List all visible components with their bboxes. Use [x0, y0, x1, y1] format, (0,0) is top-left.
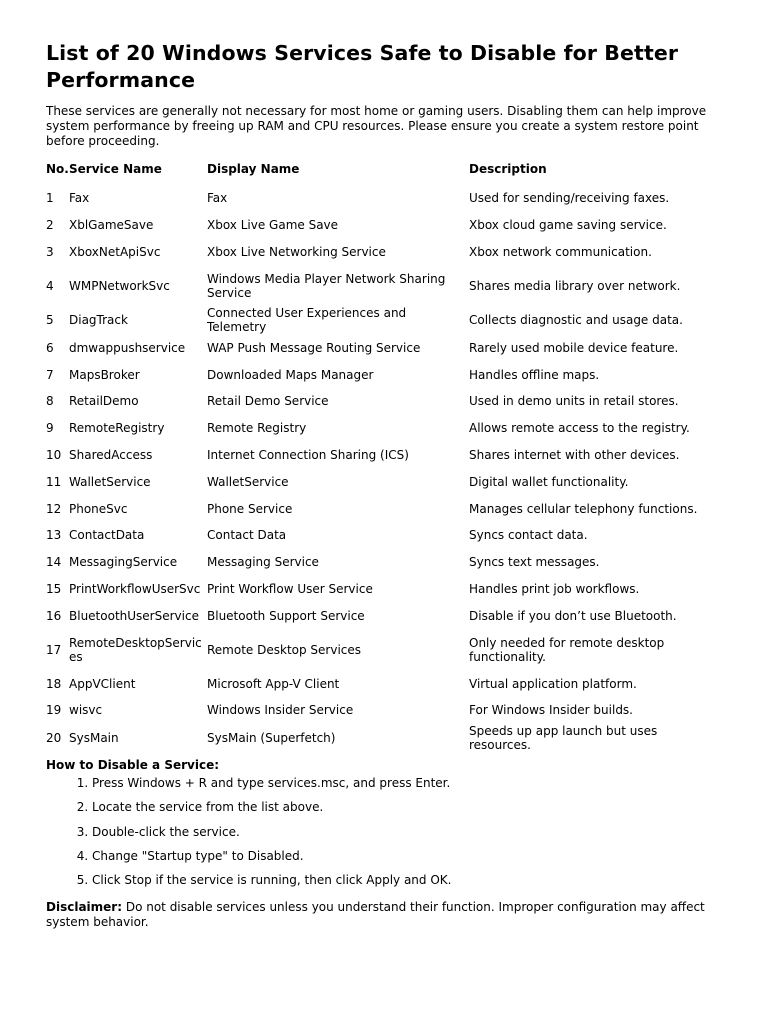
row-number: 6 [46, 340, 54, 355]
disclaimer-label: Disclaimer: [46, 899, 123, 914]
row-number: 5 [46, 313, 54, 328]
table-row [46, 265, 722, 306]
service-name: PhoneSvc [69, 501, 128, 516]
display-name: Messaging Service [207, 555, 319, 570]
service-name: MessagingService [69, 555, 178, 570]
row-number: 3 [46, 244, 54, 259]
display-name: Bluetooth Support Service [207, 608, 365, 623]
howto-step: 5. Click Stop if the service is running, then click Apply and OK. [92, 873, 722, 897]
table-row [46, 697, 722, 724]
table-row [46, 361, 722, 388]
table-header-row [46, 153, 722, 185]
row-number: 10 [46, 447, 62, 462]
description: Xbox network communication. [469, 244, 652, 259]
service-name: BluetoothUserService [69, 608, 199, 623]
service-name: SharedAccess [69, 447, 153, 462]
row-number: 13 [46, 528, 62, 543]
description: For Windows Insider builds. [469, 703, 633, 718]
table-row [46, 415, 722, 442]
row-number: 9 [46, 421, 54, 436]
display-name: Fax [207, 191, 228, 206]
services-table [46, 153, 722, 752]
table-row [46, 522, 722, 549]
header-display-name: Display Name [207, 162, 300, 176]
row-number: 14 [46, 555, 62, 570]
service-name: WMPNetworkSvc [69, 278, 170, 293]
service-name: RetailDemo [69, 394, 139, 409]
display-name: Phone Service [207, 501, 293, 516]
service-name: AppVClient [69, 676, 136, 691]
disclaimer [46, 900, 722, 930]
disclaimer-text: Do not disable services unless you understand their function. Improper configuration may affect system behavior. [46, 899, 705, 929]
table-row [46, 629, 722, 670]
description: Handles print job workflows. [469, 581, 640, 596]
service-name: XboxNetApiSvc [69, 244, 161, 259]
display-name: WalletService [207, 474, 289, 489]
service-name: RemoteRegistry [69, 421, 165, 436]
display-name: Remote Registry [207, 421, 307, 436]
row-number: 7 [46, 367, 54, 382]
description: Collects diagnostic and usage data. [469, 313, 683, 328]
row-number: 2 [46, 218, 54, 233]
display-name: Windows Media Player Network Sharing Service [207, 271, 446, 300]
table-row [46, 670, 722, 697]
display-name: Downloaded Maps Manager [207, 367, 374, 382]
howto-step: 2. Locate the service from the list above. [92, 800, 722, 824]
header-service-name: Service Name [69, 162, 162, 176]
service-name: Fax [69, 191, 90, 206]
intro-paragraph: These services are generally not necessary for most home or gaming users. Disabling them can help improve system performance by freeing up RAM and CPU resources. Please ensure you create a system restore point before proceeding. [46, 104, 707, 148]
table-row [46, 306, 722, 334]
display-name: Retail Demo Service [207, 394, 329, 409]
description: Manages cellular telephony functions. [469, 501, 698, 516]
row-number: 15 [46, 581, 62, 596]
table-row [46, 212, 722, 239]
table-row [46, 334, 722, 361]
table-body [46, 185, 722, 752]
description: Digital wallet functionality. [469, 474, 629, 489]
display-name: Microsoft App-V Client [207, 676, 340, 691]
table-row [46, 495, 722, 522]
table-row [46, 239, 722, 266]
description: Xbox cloud game saving service. [469, 218, 667, 233]
description: Shares media library over network. [469, 278, 681, 293]
table-row [46, 724, 722, 752]
description: Used for sending/receiving faxes. [469, 191, 670, 206]
header-description: Description [469, 162, 547, 176]
table-row [46, 602, 722, 629]
table-row [46, 185, 722, 212]
page-title: List of 20 Windows Services Safe to Disable for Better Performance [46, 41, 679, 92]
row-number: 16 [46, 608, 62, 623]
display-name: Windows Insider Service [207, 703, 354, 718]
description: Syncs contact data. [469, 528, 588, 543]
description: Syncs text messages. [469, 555, 600, 570]
row-number: 17 [46, 642, 62, 657]
table-row [46, 576, 722, 603]
row-number: 12 [46, 501, 62, 516]
display-name: Xbox Live Game Save [207, 218, 339, 233]
howto-title: How to Disable a Service: [46, 757, 220, 772]
description: Shares internet with other devices. [469, 447, 680, 462]
table-row [46, 442, 722, 469]
display-name: Xbox Live Networking Service [207, 244, 386, 259]
howto-step: 1. Press Windows + R and type services.msc, and press Enter. [92, 776, 722, 800]
description: Virtual application platform. [469, 676, 637, 691]
row-number: 11 [46, 474, 62, 489]
service-name: ContactData [69, 528, 145, 543]
description: Handles offline maps. [469, 367, 600, 382]
row-number: 19 [46, 703, 62, 718]
display-name: Internet Connection Sharing (ICS) [207, 447, 409, 462]
description: Allows remote access to the registry. [469, 421, 690, 436]
service-name: MapsBroker [69, 367, 140, 382]
service-name: wisvc [69, 703, 103, 718]
row-number: 20 [46, 730, 62, 745]
display-name: Contact Data [207, 528, 287, 543]
description: Disable if you don’t use Bluetooth. [469, 608, 677, 623]
service-name: DiagTrack [69, 313, 128, 328]
row-number: 18 [46, 676, 62, 691]
display-name: WAP Push Message Routing Service [207, 340, 421, 355]
display-name: Remote Desktop Services [207, 642, 362, 657]
display-name: Print Workflow User Service [207, 581, 373, 596]
row-number: 4 [46, 278, 54, 293]
display-name: SysMain (Superfetch) [207, 730, 336, 745]
description: Speeds up app launch but uses resources. [469, 723, 658, 752]
table-row [46, 388, 722, 415]
service-name: SysMain [69, 730, 119, 745]
service-name: PrintWorkflowUserSvc [69, 581, 201, 596]
description: Used in demo units in retail stores. [469, 394, 679, 409]
description: Rarely used mobile device feature. [469, 340, 679, 355]
display-name: Connected User Experiences and Telemetry [207, 306, 407, 335]
howto-steps-list [46, 776, 722, 898]
service-name: XblGameSave [69, 218, 154, 233]
row-number: 8 [46, 394, 54, 409]
row-number: 1 [46, 191, 54, 206]
service-name: dmwappushservice [69, 340, 186, 355]
howto-step: 3. Double-click the service. [92, 825, 722, 849]
description: Only needed for remote desktop functionality. [469, 635, 665, 664]
service-name: WalletService [69, 474, 151, 489]
service-name: RemoteDesktopServices [69, 635, 202, 664]
howto-step: 4. Change "Startup type" to Disabled. [92, 849, 722, 873]
header-no: No. [46, 162, 69, 176]
table-row [46, 549, 722, 576]
table-row [46, 468, 722, 495]
